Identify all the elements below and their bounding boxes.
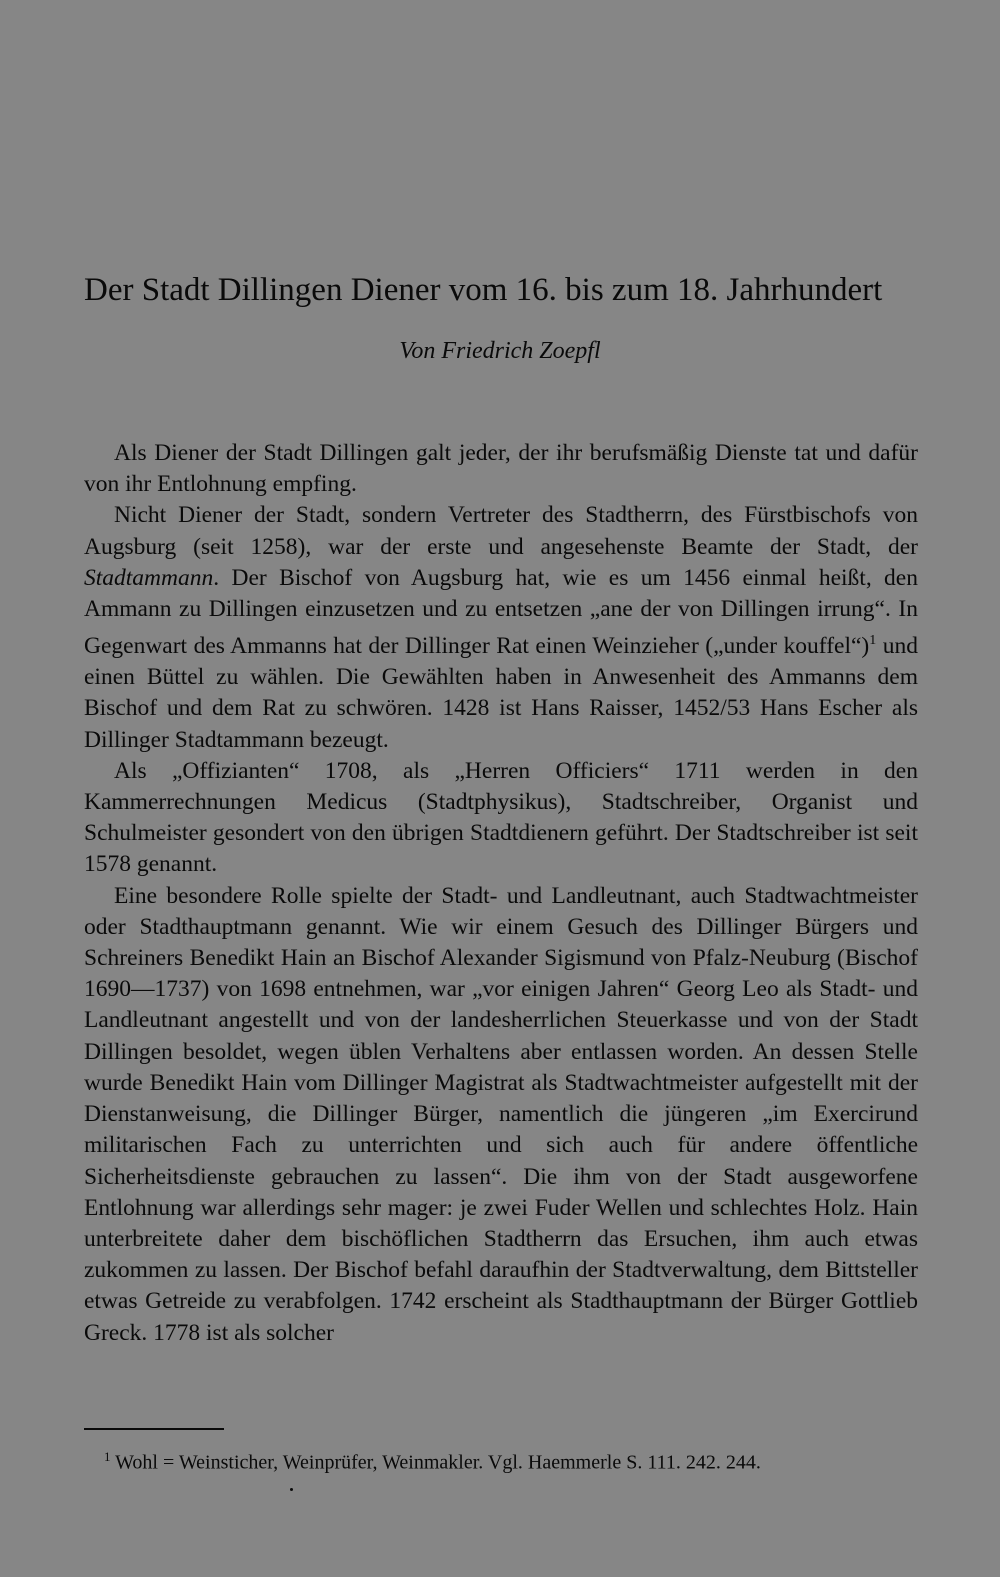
article-title: Der Stadt Dillingen Diener vom 16. bis zum 18. Jahrhundert	[84, 272, 883, 308]
footnote	[84, 1442, 918, 1478]
article-body	[84, 438, 918, 1349]
paragraph-text: . Der Bischof von Augsburg hat, wie es um 1456 einmal heißt, den Ammann zu Dillingen einzusetzen und zu entsetzen „ane der von Dillingen irrung“. In Gegenwart des Ammanns hat der Dillinger Rat einen Weinzieher („under kouffel“)	[84, 564, 918, 660]
paragraph	[84, 438, 918, 500]
paragraph-text: Als „Offizianten“ 1708, als „Herren Officiers“ 1711 werden in den Kammerrechnungen Medicus (Stadtphysikus), Stadtschreiber, Organist und Schulmeister gesondert von den übrigen Stadtdienern geführt. Der Stadtschreiber ist seit 1578 genannt.	[84, 757, 918, 878]
paragraph-text: und einen Büttel zu wählen. Die Gewählten haben in Anwesenheit des Ammanns dem Bischof und dem Rat zu schwören. 1428 ist Hans Raisser, 1452/53 Hans Escher als Dillinger Stadtammann bezeugt.	[84, 633, 918, 753]
footnote-text: Wohl = Weinsticher, Weinprüfer, Weinmakler. Vgl. Haemmerle S. 111. 242. 244.	[115, 1451, 761, 1474]
print-speck	[290, 1488, 293, 1491]
footnote-mark: 1	[104, 1449, 111, 1464]
paragraph	[84, 881, 918, 1349]
footnote-reference: 1	[869, 633, 877, 649]
article-author: Von Friedrich Zoepfl	[399, 338, 601, 364]
paragraph-text: Nicht Diener der Stadt, sondern Vertreter des Stadtherrn, des Fürstbischofs von Augsburg (seit 1258), war der erste und angesehenste Beamte der Stadt, der	[84, 502, 918, 560]
footnote-divider	[84, 1428, 224, 1430]
paragraph	[84, 500, 918, 755]
paragraph	[84, 756, 918, 881]
paragraph-text: Als Diener der Stadt Dillingen galt jeder, der ihr berufsmäßig Dienste tat und dafür von ihr Entlohnung empfing.	[84, 440, 918, 498]
paragraph-text: Eine besondere Rolle spielte der Stadt- und Landleutnant, auch Stadtwachtmeister oder Stadthauptmann genannt. Wie wir einem Gesuch des Dillinger Bürgers und Schreiners Benedikt Hain an Bischof Alexander Sigismund von Pfalz-Neuburg (Bischof 1690—1737) von 1698 entnehmen, war „vor einigen Jahren“ Georg Leo als Stadt- und Landleutnant angestellt und von der landesherrlichen Steuerkasse und von der Stadt Dillingen besoldet, wegen üblen Verhaltens aber entlassen worden. An dessen Stelle wurde Benedikt Hain vom Dillinger Magistrat als Stadtwachtmeister aufgestellt mit der Dienstanweisung, die Dillinger Bürger, namentlich die jüngeren „im Exercirund militarischen Fach zu unterrichten und sich auch für andere öffentliche Sicherheitsdienste gebrauchen zu lassen“. Die ihm von der Stadt ausgeworfene Entlohnung war allerdings sehr mager: je zwei Fuder Wellen und schlechtes Holz. Hain unterbreitete daher dem bischöflichen Stadtherrn das Ersuchen, ihm auch etwas zukommen zu lassen. Der Bischof befahl daraufhin der Stadtverwaltung, dem Bittsteller etwas Getreide zu verabfolgen. 1742 erscheint als Stadthauptmann der Bürger Gottlieb Greck. 1778 ist als solcher	[84, 882, 918, 1346]
emphasized-term: Stadtammann	[84, 564, 214, 591]
